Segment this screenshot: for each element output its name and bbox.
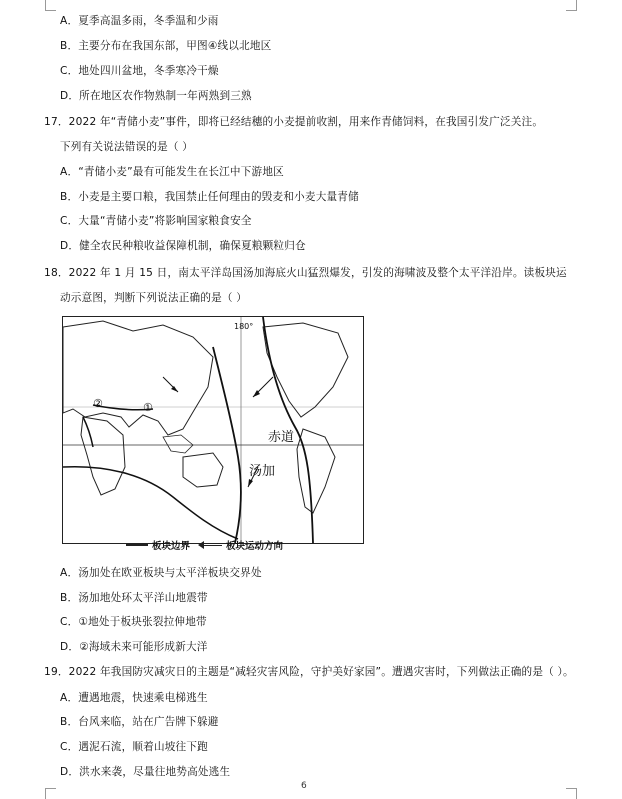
legend-arrow-icon [200,545,222,546]
label-180: 180° [234,322,254,331]
motion-arrowhead [248,479,253,487]
q17-stem-line1: 17．2022 年“青储小麦”事件，即将已经结穗的小麦提前收割，用来作青储饲料，在我国引发广泛关注。 [44,116,544,128]
australia-outline [183,453,223,487]
q16-option-a: A．夏季高温多雨，冬季温和少雨 [60,15,219,27]
label-equator: 赤道 [268,430,295,445]
plate-boundary-2 [83,417,93,447]
q16-option-c: C．地处四川盆地，冬季寒冷干燥 [60,65,219,77]
corner-mark-bottom-right [566,788,577,799]
legend-boundary-label: 板块边界 [152,541,191,552]
q16-option-b: B．主要分布在我国东部，甲图④线以北地区 [60,40,272,52]
q17-option-c: C．大量“青储小麦”将影响国家粮食安全 [60,215,252,227]
q18-stem-line1: 18．2022 年 1 月 15 日，南太平洋岛国汤加海底火山猛烈爆发，引发的海啸波及整个太平洋沿岸。读板块运 [44,267,567,279]
plate-map-svg [63,317,363,543]
q18-stem-line2: 动示意图，判断下列说法正确的是（ ） [60,292,248,304]
map-legend [126,538,283,552]
page-number: 6 [301,781,307,791]
q19-option-c: C．遇泥石流，顺着山坡往下跑 [60,741,208,753]
q18-option-d: D．②海域未来可能形成新大洋 [60,641,208,653]
q19-stem-line1: 19．2022 年我国防灾减灾日的主题是“减轻灾害风险，守护美好家园”。遭遇灾害时，下列做法正确的是（ ）。 [44,666,574,678]
q19-option-d: D．洪水来袭，尽量往地势高处逃生 [60,766,231,778]
q18-option-a: A．汤加处在欧亚板块与太平洋板块交界处 [60,567,262,579]
south-america-outline [297,429,335,513]
q19-option-b: B．台风来临，站在广告牌下躲避 [60,716,219,728]
q18-option-c: C．①地处于板块张裂拉伸地带 [60,616,207,628]
north-america-outline [263,323,348,417]
corner-mark-bottom-left [45,788,56,799]
corner-mark-top-left [45,0,56,11]
label-point-1: ① [143,401,153,414]
q18-option-b: B．汤加地处环太平洋山地震带 [60,592,208,604]
label-tonga: 汤加 [249,464,276,479]
label-point-2: ② [93,397,103,410]
q17-option-d: D．健全农民种粮收益保障机制，确保夏粮颗粒归仓 [60,240,306,252]
q17-option-b: B．小麦是主要口粮，我国禁止任何理由的毁麦和小麦大量青储 [60,191,359,203]
q19-option-a: A．遭遇地震，快速乘电梯逃生 [60,692,208,704]
q17-stem-line2: 下列有关说法错误的是（ ） [60,141,194,153]
legend-direction-label: 板块运动方向 [226,541,284,552]
q17-option-a: A．“青储小麦”最有可能发生在长江中下游地区 [60,166,284,178]
motion-arrowhead [171,386,178,392]
indonesia-outline [163,435,193,453]
plate-boundary-south [63,467,238,539]
plate-motion-map [62,316,364,544]
legend-boundary-line-icon [126,544,148,546]
q16-option-d: D．所在地区农作物熟制一年两熟到三熟 [60,90,252,102]
corner-mark-top-right [566,0,577,11]
